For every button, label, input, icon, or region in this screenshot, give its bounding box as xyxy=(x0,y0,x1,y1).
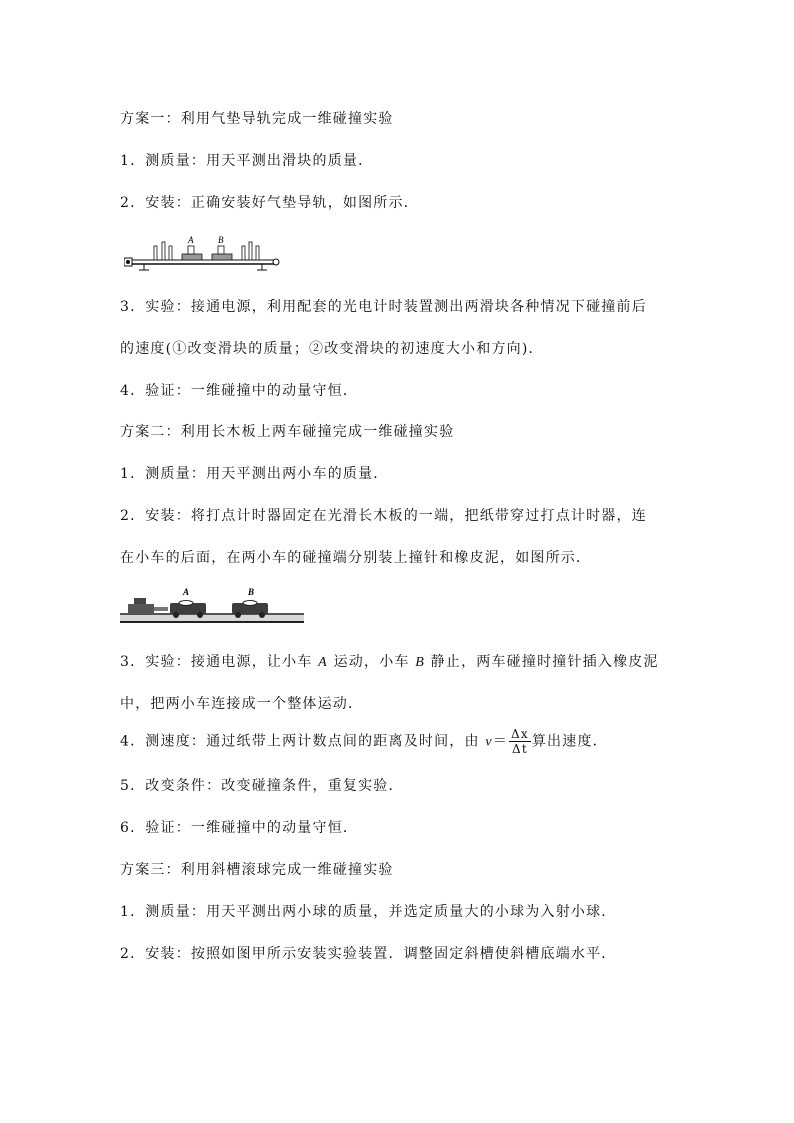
fraction-numerator: Δx xyxy=(511,727,529,741)
cart-a-var: A xyxy=(318,655,328,670)
scheme2-step6: 6．验证：一维碰撞中的动量守恒． xyxy=(120,820,359,836)
scheme2-step3-line1 xyxy=(120,651,659,671)
scheme2-step2-line1: 2．安装：将打点计时器固定在光滑长木板的一端，把纸带穿过打点计时器，连 xyxy=(120,508,647,524)
air-track-figure xyxy=(124,232,284,274)
scheme2-step2-line2: 在小车的后面，在两小车的碰撞端分别装上撞针和橡皮泥，如图所示． xyxy=(120,550,592,566)
glider-b-label: B xyxy=(218,235,224,245)
carts-figure xyxy=(120,586,304,626)
step4-suffix: 算出速度． xyxy=(531,733,608,750)
step3-text-3: 静止，两车碰撞时撞针插入橡皮泥 xyxy=(430,654,659,670)
scheme1-step4: 4．验证：一维碰撞中的动量守恒． xyxy=(120,383,359,399)
scheme2-step4 xyxy=(120,727,608,756)
cart-b-label: B xyxy=(248,587,255,597)
scheme1-step3-line1: 3．实验：接通电源，利用配套的光电计时装置测出两滑块各种情况下碰撞前后 xyxy=(120,299,647,315)
fraction-denominator: Δt xyxy=(511,742,528,756)
step3-text-2: 运动，小车 xyxy=(333,654,410,670)
scheme2-step5: 5．改变条件：改变碰撞条件，重复实验． xyxy=(120,778,404,794)
scheme3-step1: 1．测质量：用天平测出两小球的质量，并选定质量大的小球为入射小球． xyxy=(120,904,617,920)
step3-text-1: 3．实验：接通电源，让小车 xyxy=(120,654,313,670)
scheme2-step3-line2: 中，把两小车连接成一个整体运动． xyxy=(120,696,364,712)
scheme3-step2: 2．安装：按照如图甲所示安装实验装置．调整固定斜槽使斜槽底端水平． xyxy=(120,946,617,962)
glider-a-label: A xyxy=(188,235,194,245)
scheme2-title: 方案二：利用长木板上两车碰撞完成一维碰撞实验 xyxy=(120,424,455,440)
scheme1-title: 方案一：利用气垫导轨完成一维碰撞实验 xyxy=(120,111,394,127)
scheme1-step3-line2: 的速度(①改变滑块的质量；②改变滑块的初速度大小和方向)． xyxy=(120,341,544,357)
scheme1-step2: 2．安装：正确安装好气垫导轨，如图所示． xyxy=(120,195,419,211)
step4-prefix: 4．测速度：通过纸带上两计数点间的距离及时间，由 xyxy=(120,733,480,750)
velocity-fraction xyxy=(509,727,531,756)
scheme3-title: 方案三：利用斜槽滚球完成一维碰撞实验 xyxy=(120,862,394,878)
scheme2-step1: 1．测质量：用天平测出两小车的质量． xyxy=(120,466,389,482)
velocity-symbol: v xyxy=(485,734,493,750)
equals-sign: ＝ xyxy=(492,733,508,750)
cart-b-var: B xyxy=(415,655,426,670)
scheme1-step1: 1．测质量：用天平测出滑块的质量． xyxy=(120,153,374,169)
cart-a-label: A xyxy=(183,587,190,597)
